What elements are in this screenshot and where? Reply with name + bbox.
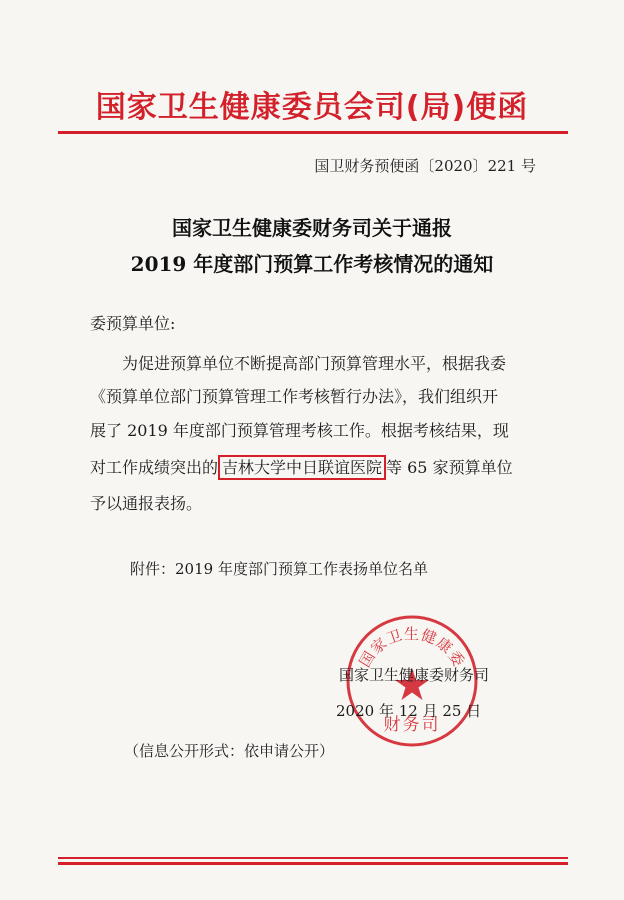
- disclosure-form: （信息公开形式：依申请公开）: [124, 742, 335, 760]
- notice-title-line-2: 2019 年度部门预算工作考核情况的通知: [130, 252, 494, 276]
- signer-organization: 国家卫生健康委财务司: [339, 666, 490, 684]
- document-number: 国卫财务预便函〔2020〕221 号: [314, 157, 536, 175]
- body-line-4-suffix: 等 65 家预算单位: [386, 458, 513, 477]
- body-line-3: 展了 2019 年度部门预算管理考核工作。根据考核结果，现: [90, 421, 509, 440]
- body-line-4-prefix: 对工作成绩突出的: [90, 458, 219, 477]
- body-line-2: 《预算单位部门预算管理工作考核暂行办法》，我们组织开: [90, 387, 499, 406]
- letterhead-red-rule: [58, 131, 568, 134]
- seal-arc-textpath: 国家卫生健康委: [355, 625, 469, 671]
- highlighted-hospital-name: 吉林大学中日联谊医院: [218, 455, 386, 480]
- letterhead-title: 国家卫生健康委员会司(局)便函: [95, 90, 529, 125]
- footer-red-rule-thin: [58, 857, 568, 859]
- attachment-note: 附件：2019 年度部门预算工作表扬单位名单: [130, 560, 428, 578]
- footer-red-rule-thick: [58, 862, 568, 865]
- addressee: 委预算单位:: [90, 314, 176, 333]
- body-line-1: 为促进预算单位不断提高部门预算管理水平，根据我委: [122, 354, 507, 373]
- seal-bottom-text: 财务司: [383, 715, 441, 735]
- notice-title-line-1: 国家卫生健康委财务司关于通报: [172, 216, 452, 240]
- issue-date: 2020 年 12 月 25 日: [336, 702, 482, 720]
- body-line-4: [90, 455, 542, 478]
- body-line-5: 予以通报表扬。: [90, 494, 203, 513]
